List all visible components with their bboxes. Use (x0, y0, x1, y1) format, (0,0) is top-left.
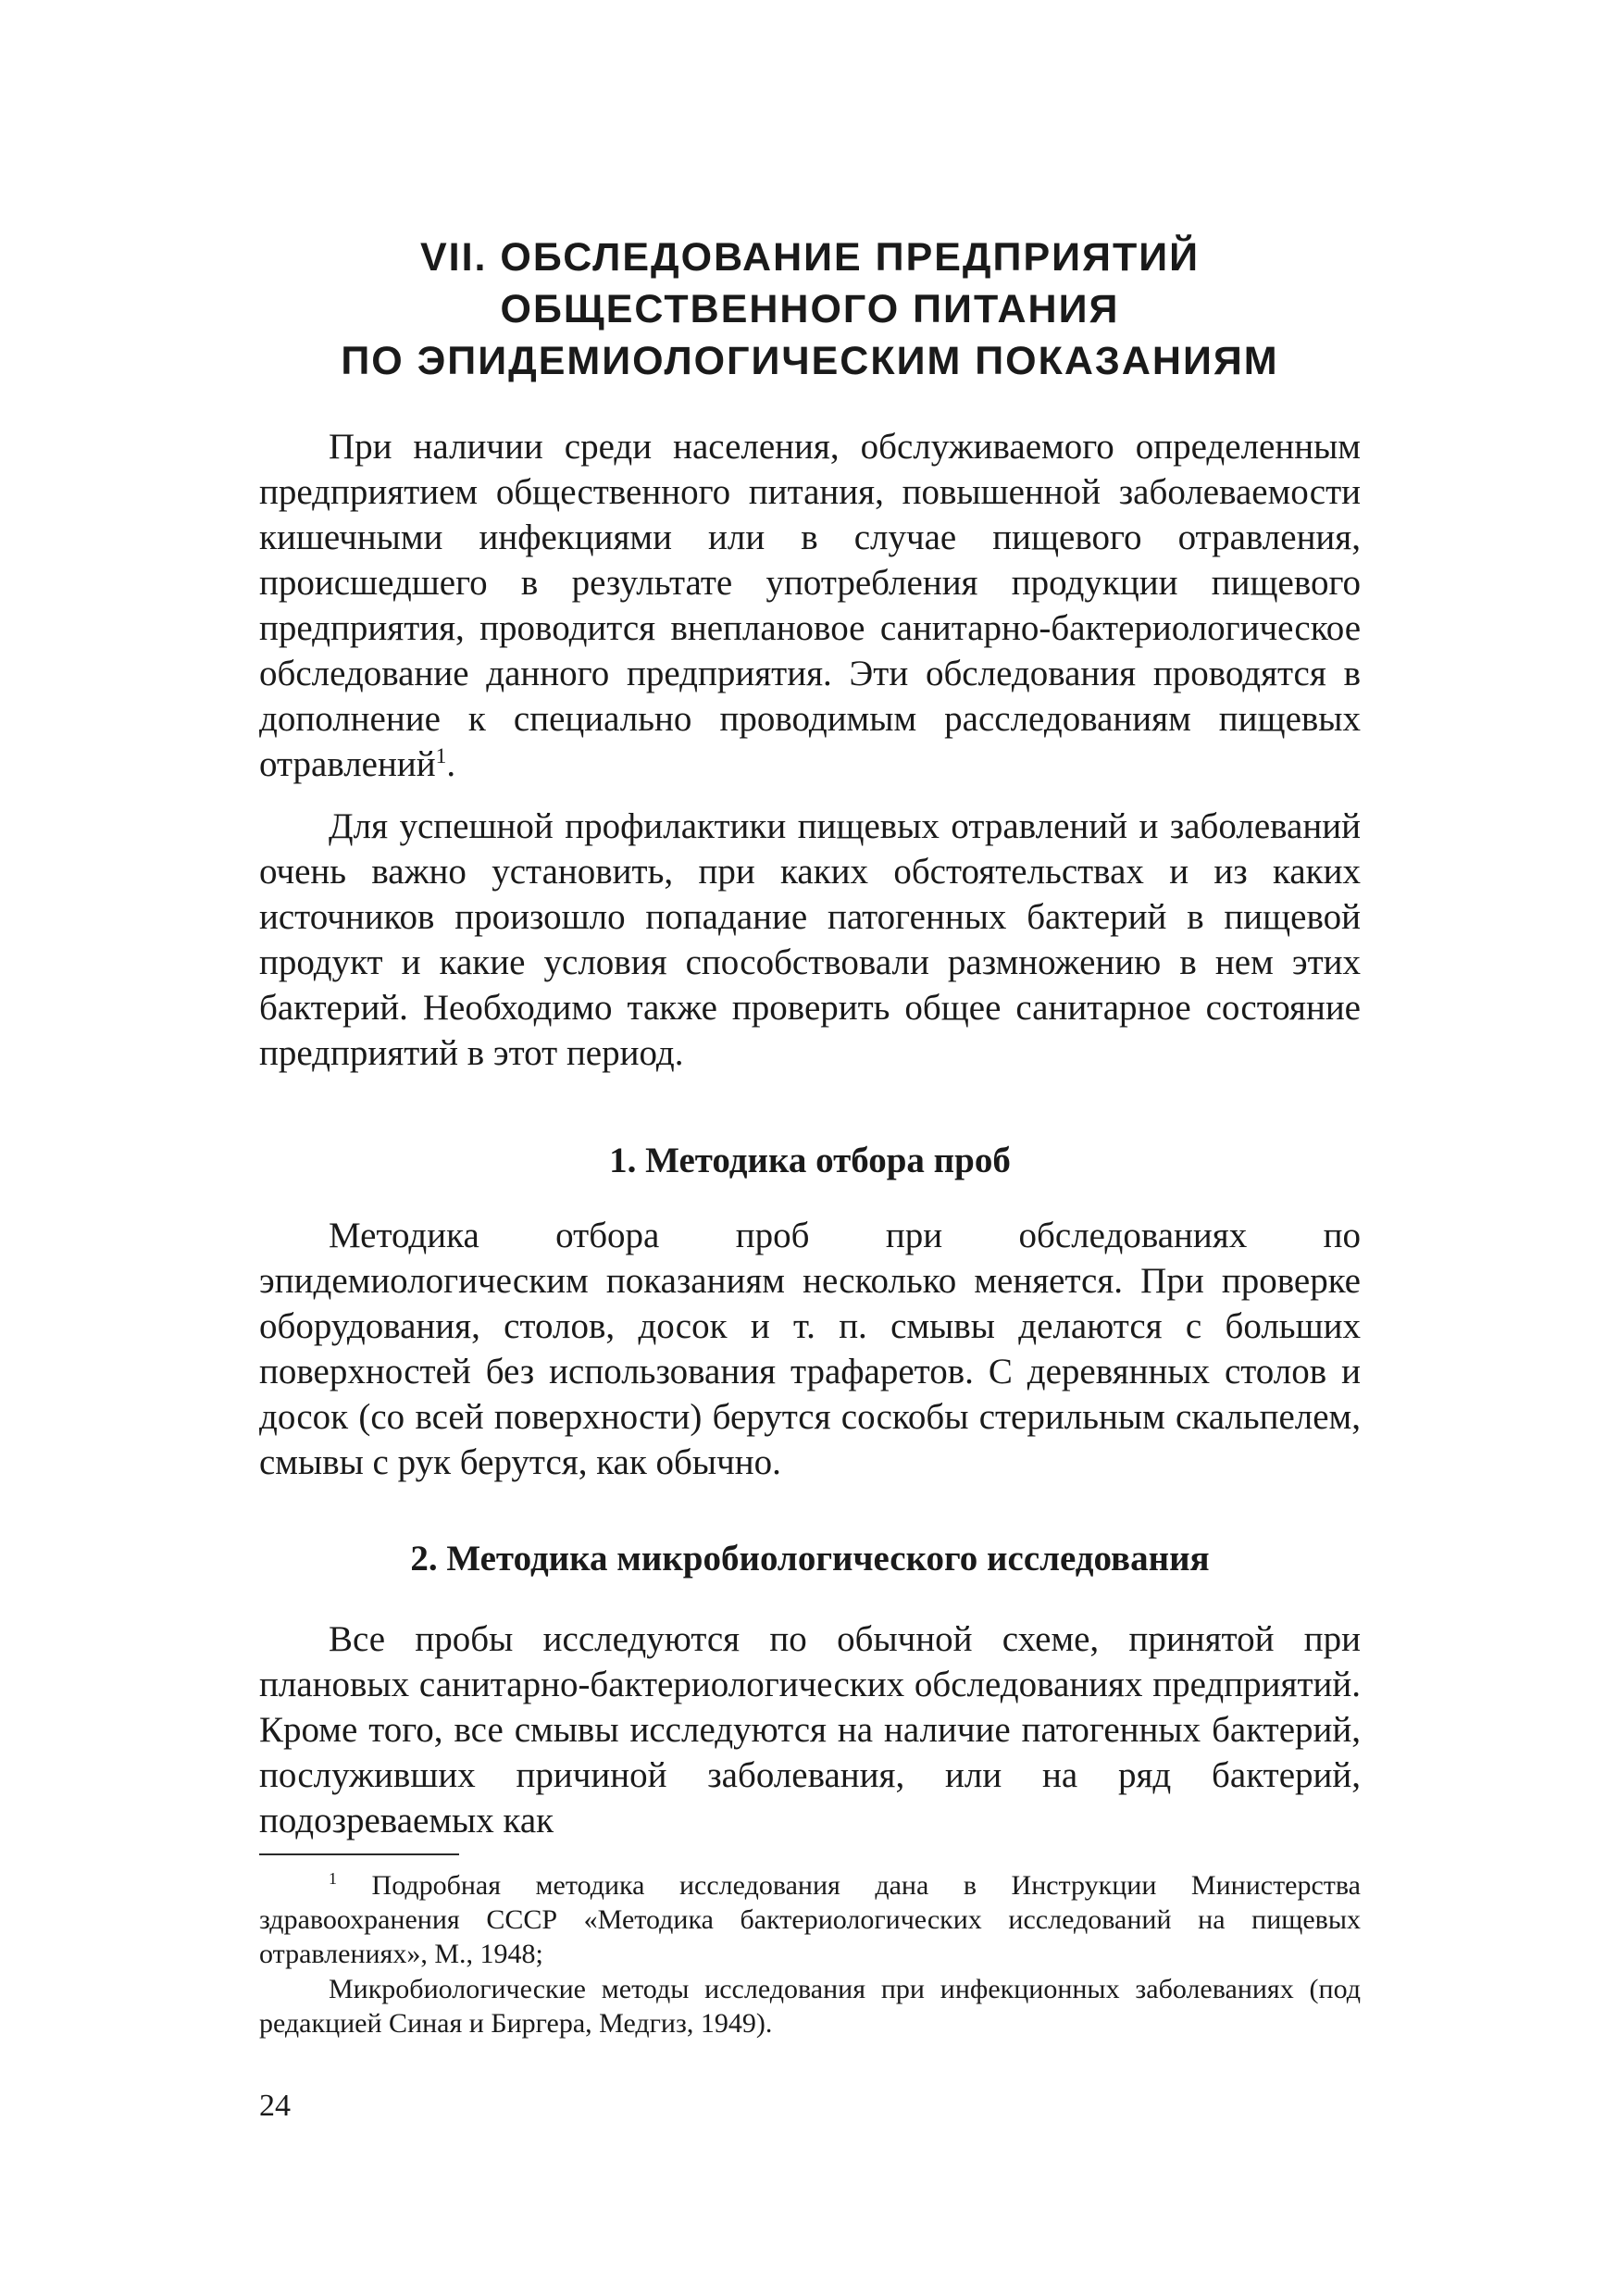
intro-paragraph-1-end: . (446, 744, 456, 784)
section-2-title: 2. Методика микробиологического исследования (410, 1539, 1210, 1578)
intro-paragraph-2: Для успешной профилактики пищевых отравлений и заболеваний очень важно установить, при каких обстоятельствах и из каких источников произошло попадание патогенных бактерий в пищевой продукт и какие условия способствовали размножению в нем этих бактерий. Необходимо также проверить общее санитарное состояние предприятий в этот период. (259, 806, 1361, 1073)
footnote-2: Микробиологические методы исследования при инфекционных заболеваниях (под редакцией Синая и Биргера, Медгиз, 1949). (259, 1974, 1361, 2039)
section-2-text: Все пробы исследуются по обычной схеме, принятой при плановых санитарно-бактериологических обследованиях предприятий. Кроме того, все смывы исследуются на наличие патогенных бактерий, послуживших причиной заболевания, или на ряд бактерий, подозреваемых как (259, 1619, 1361, 1841)
intro-paragraph-1-text: При наличии среди населения, обслуживаемого определенным предприятием общественного питания, повышенной заболеваемости кишечными инфекциями или в случае пищевого отравления, происшедшего в результате употребления продукции пищевого предприятия, проводится внеплановое санитарно-бактериологическое обследование данного предприятия. Эти обследования проводятся в дополнение к специально проводимым расследованиям пищевых отравлений (259, 427, 1361, 784)
section-1-title: 1. Методика отбора проб (609, 1141, 1011, 1180)
footnote-reference: 1 (435, 744, 447, 768)
chapter-title-line-3: ПО ЭПИДЕМИОЛОГИЧЕСКИМ ПОКАЗАНИЯМ (341, 339, 1279, 383)
book-page (259, 0, 1361, 2296)
footnote-divider (259, 1853, 459, 1855)
footnote-1 (259, 1868, 1361, 1971)
page-number: 24 (259, 2089, 291, 2123)
chapter-title-line-1: VII. ОБСЛЕДОВАНИЕ ПРЕДПРИЯТИЙ (419, 235, 1201, 280)
section-1-text: Методика отбора проб при обследованиях по эпидемиологическим показаниям несколько меняется. При проверке оборудования, столов, досок и т. п. смывы делаются с больших поверхностей без использования трафаретов. С деревянных столов и досок (со всей поверхности) берутся соскобы стерильным скальпелем, смывы с рук берутся, как обычно. (259, 1216, 1361, 1482)
intro-paragraph-1 (259, 424, 1361, 787)
footnote-1-text: Подробная методика исследования дана в Инструкции Министерства здравоохранения СССР «Методика бактериологических исследований на пищевых отравлениях», М., 1948; (259, 1870, 1362, 1969)
chapter-title (259, 231, 1361, 387)
chapter-title-line-2: ОБЩЕСТВЕННОГО ПИТАНИЯ (500, 287, 1120, 331)
footnote-marker: 1 (329, 1869, 337, 1888)
